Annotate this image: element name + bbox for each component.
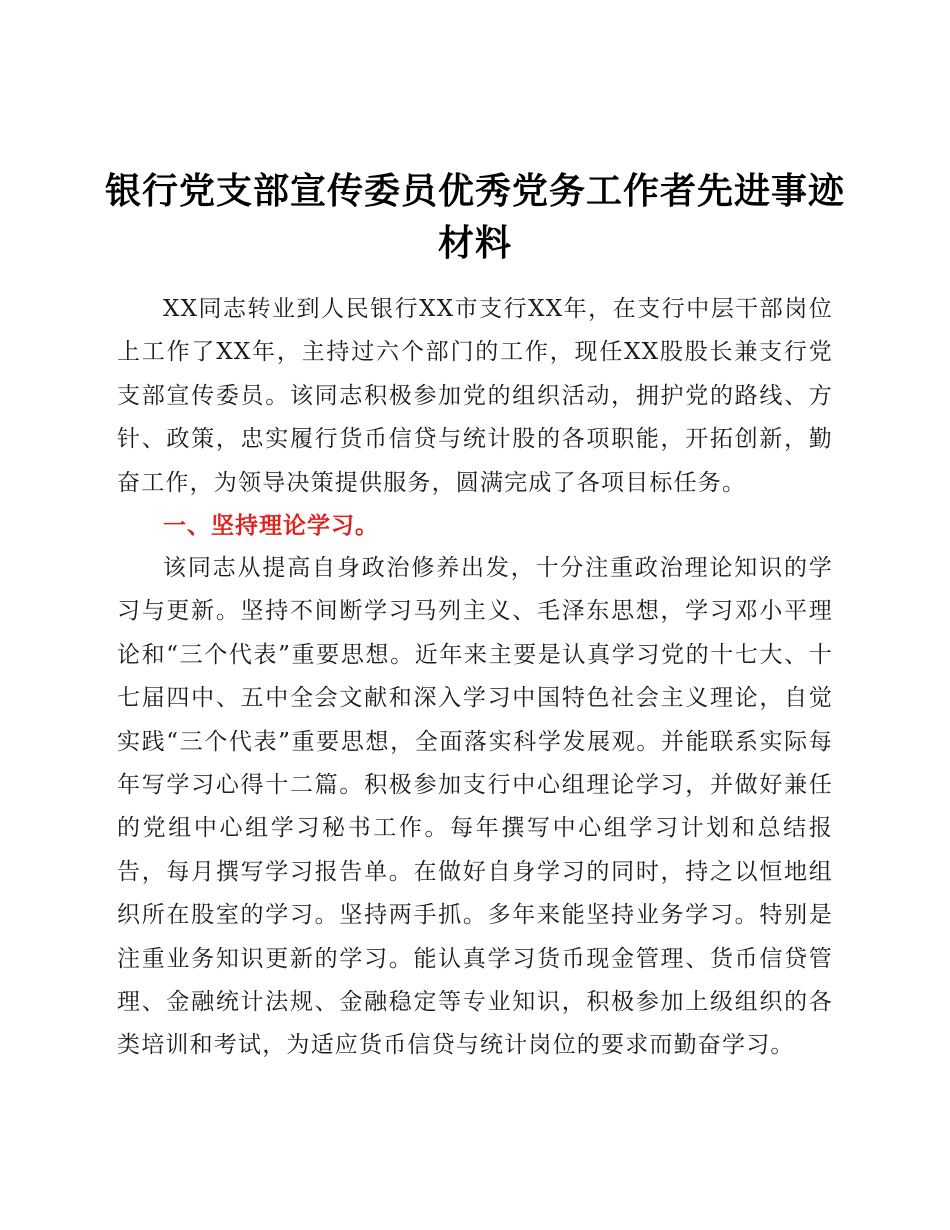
section-paragraph: 该同志从提高自身政治修养出发，十分注重政治理论知识的学习与更新。坚持不间断学习马列主义、毛泽东思想，学习邓小平理论和“三个代表”重要思想。近年来主要是认真学习党的十七大、十七届四中、五中全会文献和深入学习中国特色社会主义理论，自觉实践“三个代表”重要思想，全面落实科学发展观。并能联系实际每年写学习心得十二篇。积极参加支行中心组理论学习，并做好兼任的党组中心组学习秘书工作。每年撰写中心组学习计划和总结报告，每月撰写学习报告单。在做好自身学习的同时，持之以恒地组织所在股室的学习。坚持两手抓。多年来能坚持业务学习。特别是注重业务知识更新的学习。能认真学习货币现金管理、货币信贷管理、金融统计法规、金融稳定等专业知识，积极参加上级组织的各类培训和考试，为适应货币信贷与统计岗位的要求而勤奋学习。 (117, 555, 833, 1059)
document-title: 银行党支部宣传委员优秀党务工作者先进事迹材料 (104, 170, 845, 264)
intro-paragraph: XX同志转业到人民银行XX市支行XX年，在支行中层干部岗位上工作了XX年，主持过六个部门的工作，现任XX股股长兼支行党支部宣传委员。该同志积极参加党的组织活动，拥护党的路线、方针、政策，忠实履行货币信贷与统计股的各项职能，开拓创新，勤奋工作，为领导决策提供服务，圆满完成了各项目标任务。 (117, 296, 833, 496)
section-heading: 一、坚持理论学习。 (163, 513, 379, 539)
